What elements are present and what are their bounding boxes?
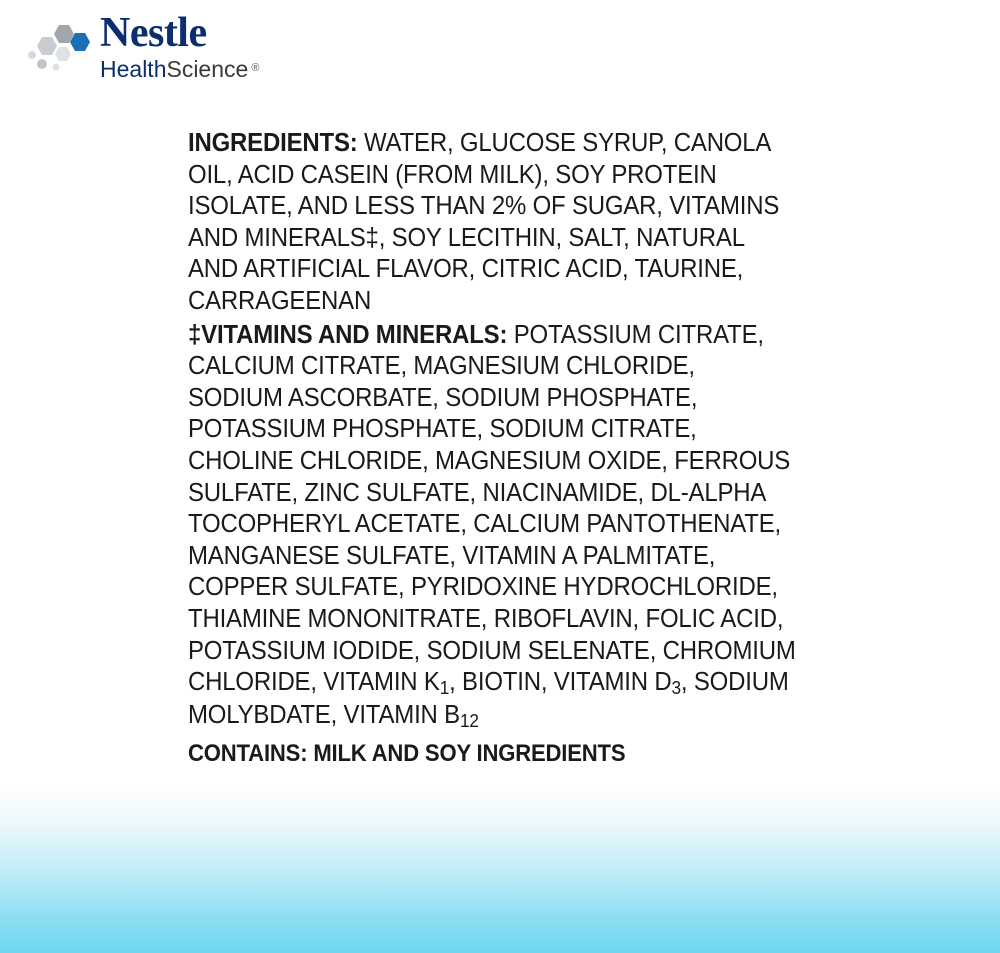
vitamins-minerals-text-2: , BIOTIN, VITAMIN D [449,668,672,697]
vitamin-k-subscript: 1 [439,677,450,699]
brand-division-science: Science [166,56,249,82]
ingredients-text: WATER, GLUCOSE SYRUP, CANOLA OIL, ACID CASEIN (FROM MILK), SOY PROTEIN ISOLATE, AND LESS THAN 2% OF SUGAR, VITAMINS AND MINERALS‡, SOY LECITHIN, SALT, NATURAL AND ARTIFICIAL FLAVOR, CITRIC ACID, TAURINE, CARRAGEENAN [188,129,780,315]
brand-name: Nestle [100,10,207,56]
registered-trademark-icon: ® [251,61,260,74]
brand-division-health: Health [100,56,167,82]
contains-statement: CONTAINS: MILK AND SOY INGREDIENTS [188,740,626,768]
vitamins-minerals-text-3: , SODIUM MOLYBDATE, VITAMIN B [188,668,789,729]
vitamins-minerals-heading: ‡VITAMINS AND MINERALS: [188,320,508,349]
brand-logo [28,8,448,88]
vitamins-minerals-text-1: POTASSIUM CITRATE, CALCIUM CITRATE, MAGNESIUM CHLORIDE, SODIUM ASCORBATE, SODIUM PHOSPHATE, POTASSIUM PHOSPHATE, SODIUM CITRATE, CHOLINE CHLORIDE, MAGNESIUM OXIDE, FERROUS SULFATE, ZINC SULFATE, NIACINAMIDE, DL-ALPHA TOCOPHERYL ACETATE, CALCIUM PANTOTHENATE, MANGANESE SULFATE, VITAMIN A PALMITATE, COPPER SULFATE, PYRIDOXINE HYDROCHLORIDE, THIAMINE MONONITRATE, RIBOFLAVIN, FOLIC ACID, POTASSIUM IODIDE, SODIUM SELENATE, CHROMIUM CHLORIDE, VITAMIN K [188,320,796,697]
brand-division [100,56,259,83]
brand-wordmark [100,10,259,83]
bottom-gradient-band [0,778,1000,953]
vitamin-d-subscript: 3 [671,677,681,699]
ingredients-paragraph [188,128,796,318]
ingredient-panel [188,128,798,769]
ingredients-heading: INGREDIENTS: [188,129,358,157]
nestle-hexagon-mark-icon [28,20,98,72]
vitamins-minerals-paragraph [188,320,796,733]
vitamin-b-subscript: 12 [459,709,479,731]
